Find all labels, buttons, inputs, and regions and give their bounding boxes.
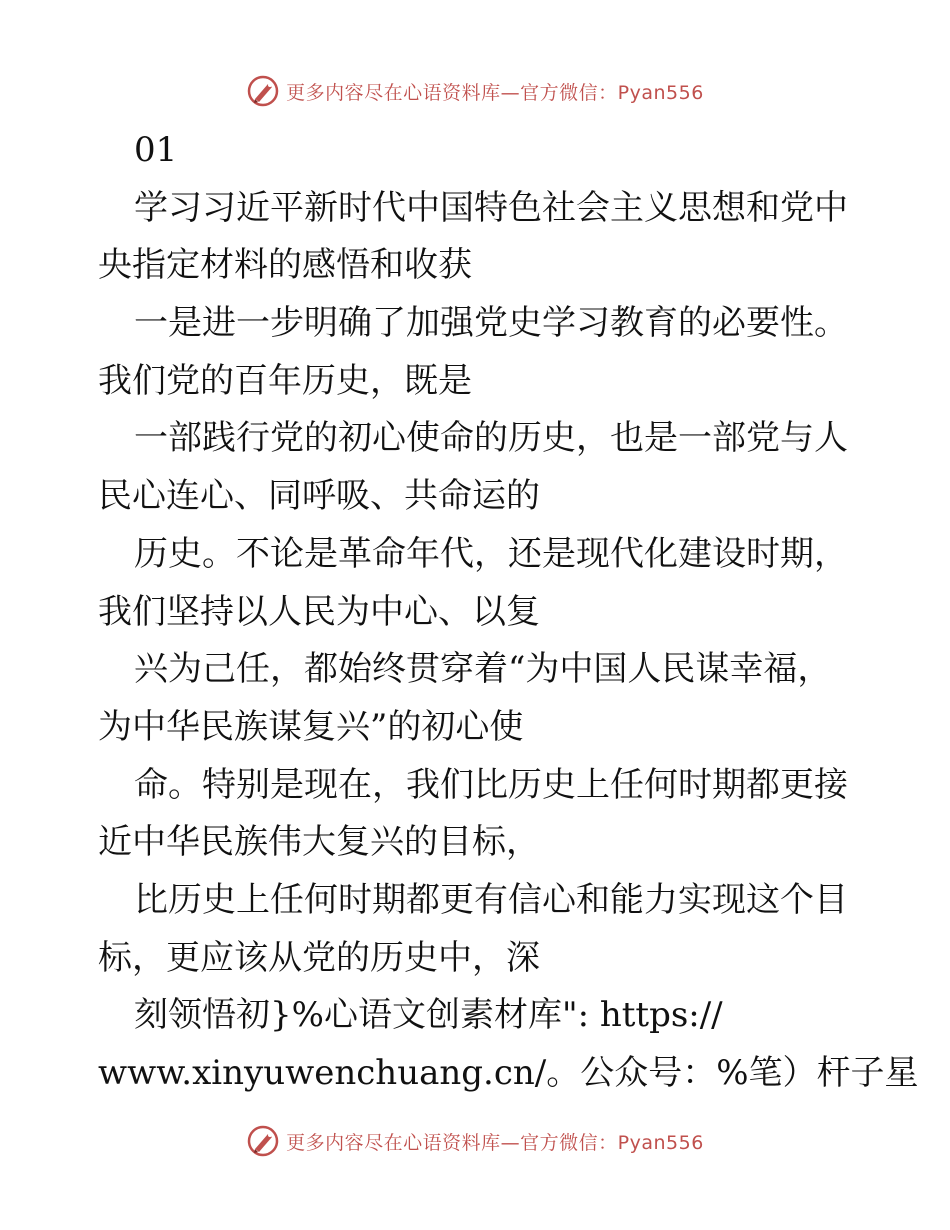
- paragraph-line: 一部践行党的初心使命的历史，也是一部党与人: [134, 418, 848, 459]
- paragraph-line: 央指定材料的感悟和收获: [98, 245, 472, 286]
- pen-logo-icon: [246, 1124, 280, 1158]
- paragraph-line: 学习习近平新时代中国特色社会主义思想和党中: [134, 187, 848, 228]
- paragraph-line: 我们党的百年历史，既是: [98, 360, 472, 401]
- paragraph-line: 为中华民族谋复兴”的初心使: [98, 706, 524, 747]
- paragraph-line: 刻领悟初}%心语文创素材库": https://: [134, 995, 723, 1036]
- paragraph-line: 比历史上任何时期都更有信心和能力实现这个目: [134, 879, 848, 920]
- paragraph-line: 我们坚持以人民为中心、以复: [98, 591, 540, 632]
- paragraph-line: www.xinyuwenchuang.cn/。公众号：%笔）杆子星: [98, 1053, 919, 1093]
- footer-banner-text: 更多内容尽在心语资料库—官方微信：Pyan556: [286, 1131, 704, 1154]
- paragraph-line: 近中华民族伟大复兴的目标，: [98, 822, 540, 863]
- paragraph-line: 历史。不论是革命年代，还是现代化建设时期，: [134, 533, 848, 574]
- header-banner: [0, 71, 950, 111]
- document-body: [98, 122, 919, 1103]
- footer-banner: [0, 1121, 950, 1161]
- paragraph-line: 01: [134, 130, 178, 170]
- paragraph-line: 一是进一步明确了加强党史学习教育的必要性。: [134, 303, 848, 344]
- pen-logo-icon: [246, 74, 280, 108]
- paragraph-line: 命。特别是现在，我们比历史上任何时期都更接: [134, 764, 848, 805]
- paragraph-line: 民心连心、同呼吸、共命运的: [98, 476, 540, 517]
- paragraph-line: 标，更应该从党的历史中，深: [98, 937, 540, 978]
- paragraph-line: 兴为己任，都始终贯穿着“为中国人民谋幸福，: [134, 649, 832, 690]
- header-banner-text: 更多内容尽在心语资料库—官方微信：Pyan556: [286, 81, 704, 104]
